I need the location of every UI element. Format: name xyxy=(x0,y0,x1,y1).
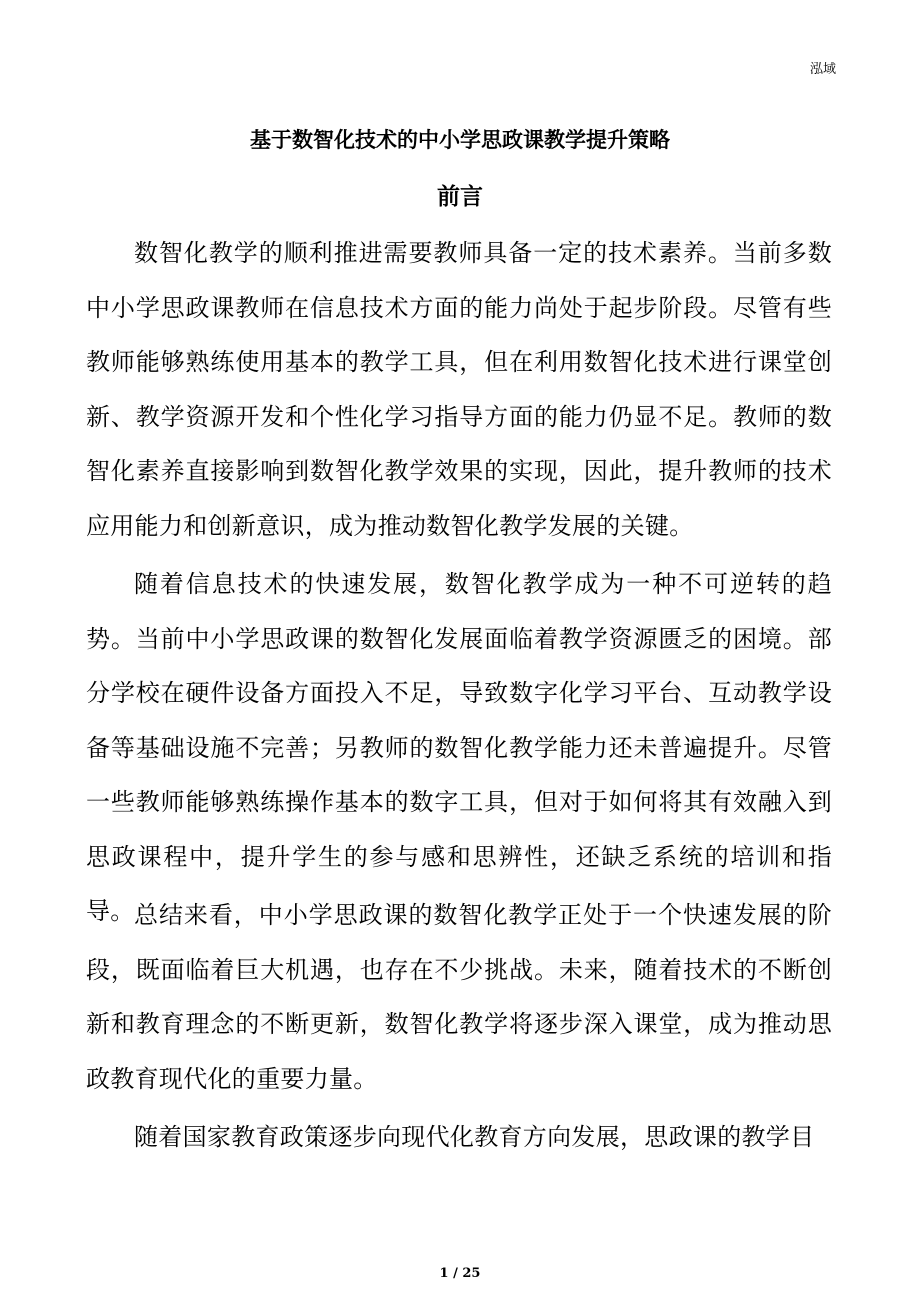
paragraph: 数智化教学的顺利推进需要教师具备一定的技术素养。当前多数中小学思政课教师在信息技术方面的能力尚处于起步阶段。尽管有些教师能够熟练使用基本的教学工具，但在利用数智化技术进行课堂创新、教学资源开发和个性化学习指导方面的能力仍显不足。教师的数智化素养直接影响到数智化教学效果的实现，因此，提升教师的技术应用能力和创新意识，成为推动数智化教学发展的关键。 xyxy=(86,239,832,540)
section-heading: 前言 xyxy=(437,184,483,210)
paragraph: 总结来看，中小学思政课的数智化教学正处于一个快速发展的阶段，既面临着巨大机遇，也存在不少挑战。未来，随着技术的不断创新和教育理念的不断更新，数智化教学将逐步深入课堂，成为推动思政教育现代化的重要力量。 xyxy=(86,901,832,1093)
paragraph: 随着国家教育政策逐步向现代化教育方向发展，思政课的教学目 xyxy=(134,1123,815,1151)
paragraph: 随着信息技术的快速发展，数智化教学成为一种不可逆转的趋势。当前中小学思政课的数智化发展面临着教学资源匮乏的困境。部分学校在硬件设备方面投入不足，导致数字化学习平台、互动教学设备等基础设施不完善；另教师的数智化教学能力还未普遍提升。尽管一些教师能够熟练操作基本的数字工具，但对于如何将其有效融入到思政课程中，提升学生的参与感和思辨性，还缺乏系统的培训和指导。 xyxy=(86,570,832,925)
document-title: 基于数智化技术的中小学思政课教学提升策略 xyxy=(250,128,670,152)
page-number: 1 / 25 xyxy=(439,1266,481,1281)
header-label: 泓域 xyxy=(809,62,836,77)
